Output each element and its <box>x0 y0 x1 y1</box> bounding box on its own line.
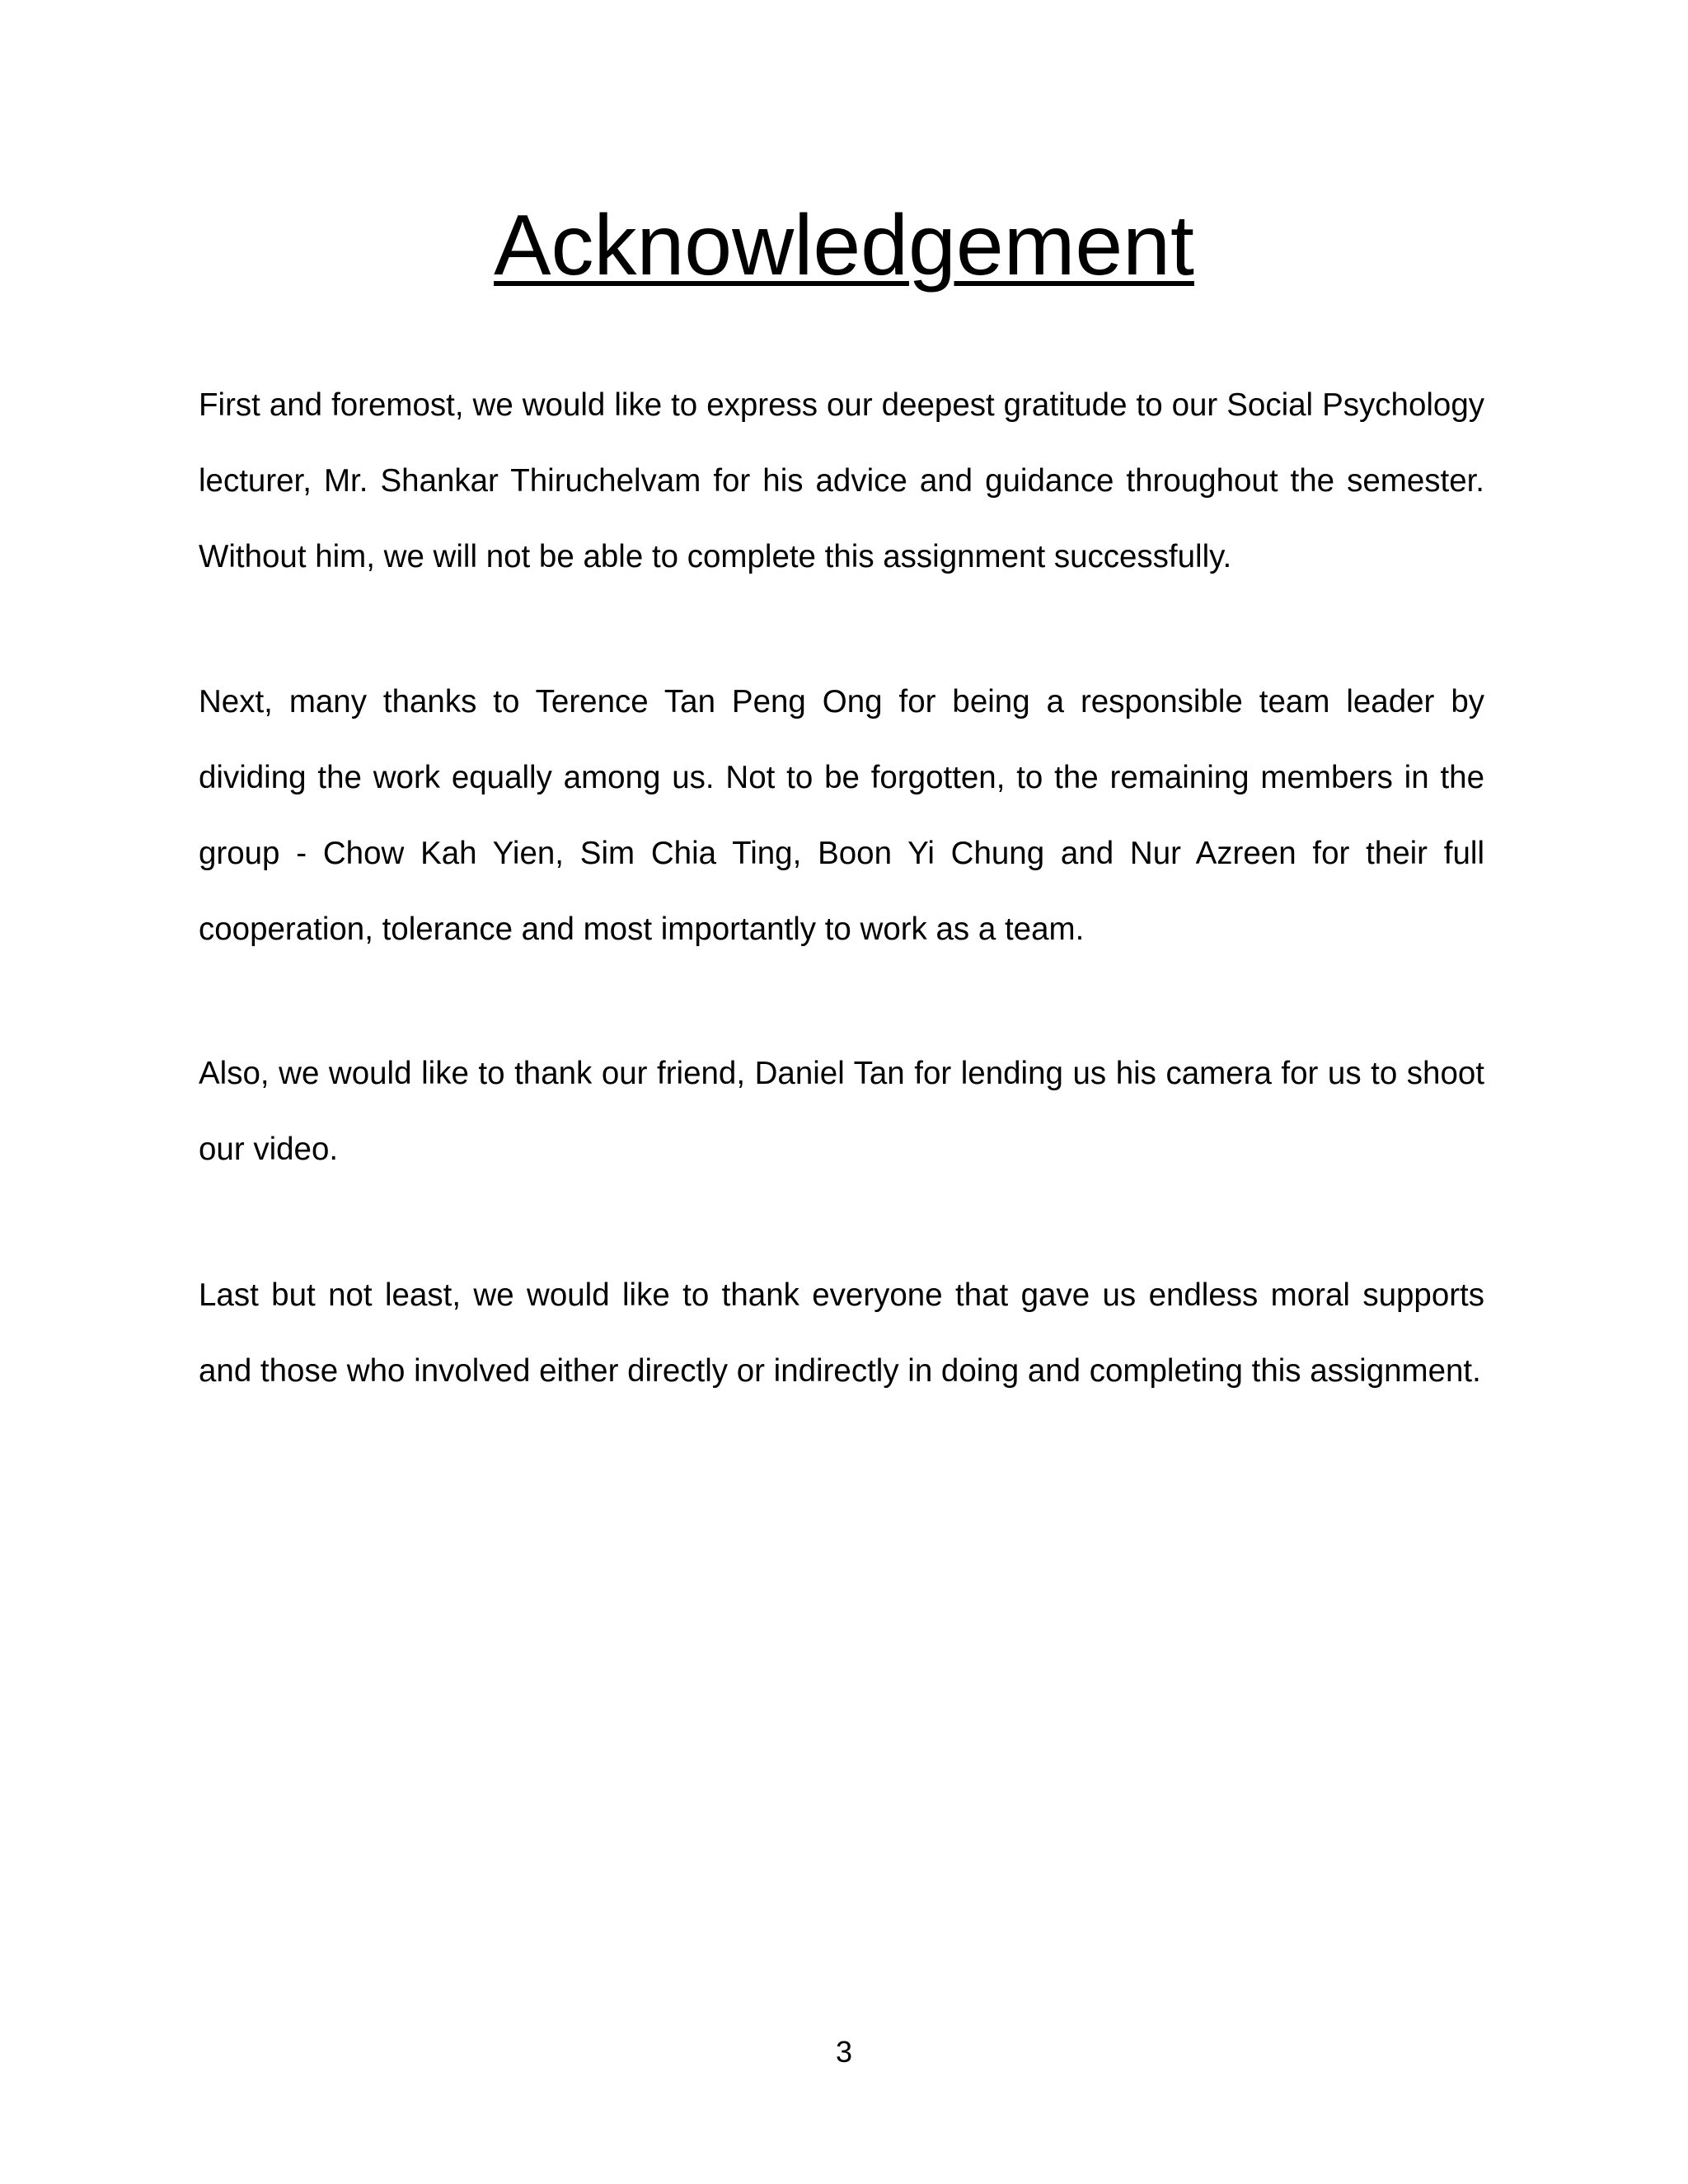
page-title: Acknowledgement <box>494 198 1194 293</box>
paragraph-team-thanks: Next, many thanks to Terence Tan Peng Ong for being a responsible team leader by dividing the work equally among us. Not to be forgotten, to the remaining members in the group - Chow Kah Yien, Sim Chia Ting, Boon Yi Chung and Nur Azreen for their full cooperation, tolerance and most importantly to work as a team. <box>199 684 1484 947</box>
page-number: 3 <box>835 2035 853 2069</box>
paragraph-closing-thanks: Last but not least, we would like to thank everyone that gave us endless moral supports and those who involved either directly or indirectly in doing and completing this assignment. <box>199 1277 1484 1389</box>
paragraph-gratitude-lecturer: First and foremost, we would like to express our deepest gratitude to our Social Psychology lecturer, Mr. Shankar Thiruchelvam for his advice and guidance throughout the semester. Without him, we will not be able to complete this assignment successfully. <box>199 387 1484 574</box>
paragraph-friend-thanks: Also, we would like to thank our friend, Daniel Tan for lending us his camera for us to shoot our video. <box>199 1056 1484 1167</box>
